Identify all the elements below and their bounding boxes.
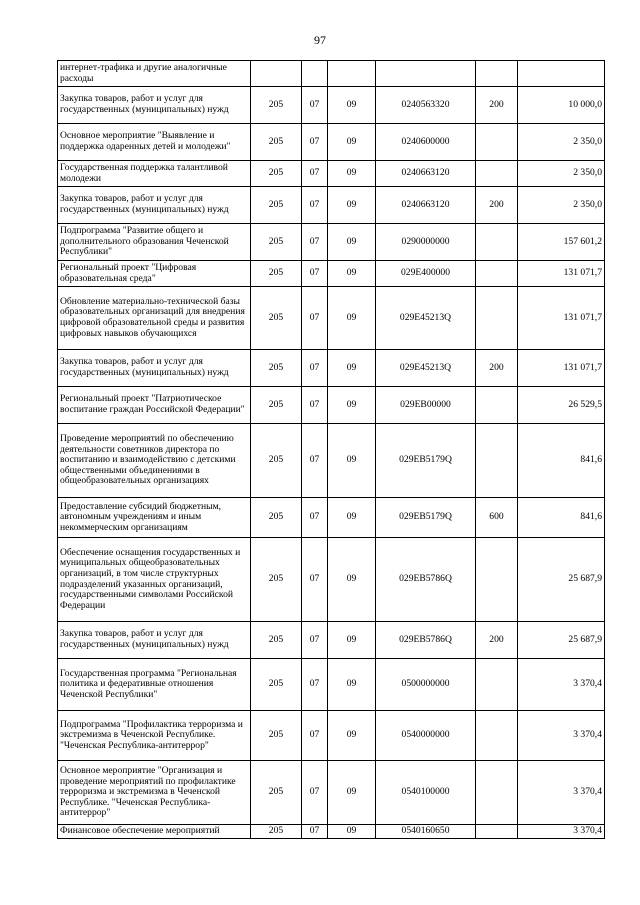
expense-type-code xyxy=(476,424,518,498)
section-code: 07 xyxy=(302,350,328,387)
row-name: Основное мероприятие "Организация и проведение мероприятий по профилактике терроризма и экстремизма в Чеченской Республике. "Чеченская Республика-антитеррор" xyxy=(58,761,251,825)
ministry-code: 205 xyxy=(251,161,302,187)
expense-type-code: 200 xyxy=(476,350,518,387)
amount: 841,6 xyxy=(518,424,605,498)
ministry-code: 205 xyxy=(251,659,302,711)
ministry-code: 205 xyxy=(251,387,302,424)
amount: 131 071,7 xyxy=(518,350,605,387)
target-article-code: 029E45213Q xyxy=(376,287,476,350)
expense-type-code xyxy=(476,124,518,161)
ministry-code: 205 xyxy=(251,424,302,498)
row-name: Основное мероприятие "Выявление и поддержка одаренных детей и молодежи" xyxy=(58,124,251,161)
subsection-code: 09 xyxy=(328,287,376,350)
target-article-code: 029E45213Q xyxy=(376,350,476,387)
ministry-code: 205 xyxy=(251,538,302,622)
row-name: Государственная программа "Региональная политика и федеративные отношения Чеченской Республики" xyxy=(58,659,251,711)
table-row xyxy=(58,424,605,498)
ministry-code: 205 xyxy=(251,498,302,538)
expense-type-code xyxy=(476,224,518,261)
table-row xyxy=(58,187,605,224)
target-article-code: 029E400000 xyxy=(376,261,476,287)
table-row xyxy=(58,87,605,124)
target-article-code: 0500000000 xyxy=(376,659,476,711)
row-name: Закупка товаров, работ и услуг для государственных (муниципальных) нужд xyxy=(58,350,251,387)
target-article-code: 029EB5786Q xyxy=(376,538,476,622)
target-article-code: 0540100000 xyxy=(376,761,476,825)
table-row xyxy=(58,124,605,161)
table-row xyxy=(58,711,605,761)
section-code xyxy=(302,61,328,87)
table-row xyxy=(58,622,605,659)
target-article-code: 029EB5179Q xyxy=(376,424,476,498)
table-row xyxy=(58,659,605,711)
row-name: интернет-трафика и другие аналогичные расходы xyxy=(58,61,251,87)
subsection-code: 09 xyxy=(328,424,376,498)
subsection-code: 09 xyxy=(328,261,376,287)
row-name: Государственная поддержка талантливой молодежи xyxy=(58,161,251,187)
ministry-code: 205 xyxy=(251,224,302,261)
table-row xyxy=(58,761,605,825)
expense-type-code: 200 xyxy=(476,187,518,224)
ministry-code: 205 xyxy=(251,711,302,761)
ministry-code: 205 xyxy=(251,350,302,387)
subsection-code: 09 xyxy=(328,161,376,187)
section-code: 07 xyxy=(302,761,328,825)
amount: 26 529,5 xyxy=(518,387,605,424)
ministry-code: 205 xyxy=(251,287,302,350)
table-row xyxy=(58,224,605,261)
row-name: Закупка товаров, работ и услуг для государственных (муниципальных) нужд xyxy=(58,187,251,224)
table-row xyxy=(58,538,605,622)
subsection-code: 09 xyxy=(328,87,376,124)
section-code: 07 xyxy=(302,224,328,261)
section-code: 07 xyxy=(302,124,328,161)
section-code: 07 xyxy=(302,659,328,711)
table-row xyxy=(58,161,605,187)
subsection-code: 09 xyxy=(328,187,376,224)
expense-type-code xyxy=(476,61,518,87)
target-article-code: 029EB00000 xyxy=(376,387,476,424)
subsection-code: 09 xyxy=(328,538,376,622)
expense-type-code xyxy=(476,711,518,761)
row-name: Закупка товаров, работ и услуг для государственных (муниципальных) нужд xyxy=(58,622,251,659)
table-row xyxy=(58,498,605,538)
expense-type-code: 200 xyxy=(476,622,518,659)
expense-type-code xyxy=(476,161,518,187)
table-row xyxy=(58,825,605,839)
target-article-code: 0240600000 xyxy=(376,124,476,161)
target-article-code: 0290000000 xyxy=(376,224,476,261)
amount xyxy=(518,61,605,87)
subsection-code: 09 xyxy=(328,711,376,761)
ministry-code: 205 xyxy=(251,825,302,839)
amount: 2 350,0 xyxy=(518,187,605,224)
subsection-code: 09 xyxy=(328,761,376,825)
row-name: Проведение мероприятий по обеспечению деятельности советников директора по воспитанию и взаимодействию с детскими общественными объединениями в общеобразовательных организациях xyxy=(58,424,251,498)
subsection-code: 09 xyxy=(328,387,376,424)
amount: 131 071,7 xyxy=(518,261,605,287)
section-code: 07 xyxy=(302,622,328,659)
ministry-code: 205 xyxy=(251,124,302,161)
ministry-code xyxy=(251,61,302,87)
amount: 10 000,0 xyxy=(518,87,605,124)
target-article-code: 029EB5179Q xyxy=(376,498,476,538)
row-name: Подпрограмма "Развитие общего и дополнительного образования Чеченской Республики" xyxy=(58,224,251,261)
target-article-code: 0240563320 xyxy=(376,87,476,124)
row-name: Финансовое обеспечение мероприятий xyxy=(58,825,251,839)
expense-type-code xyxy=(476,261,518,287)
ministry-code: 205 xyxy=(251,761,302,825)
target-article-code: 029EB5786Q xyxy=(376,622,476,659)
ministry-code: 205 xyxy=(251,622,302,659)
section-code: 07 xyxy=(302,287,328,350)
expense-type-code xyxy=(476,387,518,424)
amount: 3 370,4 xyxy=(518,711,605,761)
ministry-code: 205 xyxy=(251,87,302,124)
subsection-code: 09 xyxy=(328,622,376,659)
section-code: 07 xyxy=(302,87,328,124)
amount: 3 370,4 xyxy=(518,659,605,711)
section-code: 07 xyxy=(302,498,328,538)
subsection-code: 09 xyxy=(328,124,376,161)
expense-type-code xyxy=(476,659,518,711)
row-name: Предоставление субсидий бюджетным, автономным учреждениям и иным некоммерческим организациям xyxy=(58,498,251,538)
section-code: 07 xyxy=(302,187,328,224)
target-article-code: 0540160650 xyxy=(376,825,476,839)
section-code: 07 xyxy=(302,387,328,424)
expense-type-code: 600 xyxy=(476,498,518,538)
expense-type-code xyxy=(476,287,518,350)
section-code: 07 xyxy=(302,424,328,498)
amount: 25 687,9 xyxy=(518,538,605,622)
subsection-code: 09 xyxy=(328,350,376,387)
row-name: Обеспечение оснащения государственных и муниципальных общеобразовательных организаций, в том числе структурных подразделений указанных организаций, государственными символами Российской Федерации xyxy=(58,538,251,622)
row-name: Региональный проект "Патриотическое воспитание граждан Российской Федерации" xyxy=(58,387,251,424)
amount: 3 370,4 xyxy=(518,761,605,825)
ministry-code: 205 xyxy=(251,187,302,224)
table-row xyxy=(58,287,605,350)
table-row xyxy=(58,387,605,424)
amount: 2 350,0 xyxy=(518,124,605,161)
expense-type-code xyxy=(476,761,518,825)
table-row xyxy=(58,61,605,87)
expense-type-code xyxy=(476,538,518,622)
amount: 131 071,7 xyxy=(518,287,605,350)
subsection-code: 09 xyxy=(328,224,376,261)
row-name: Подпрограмма "Профилактика терроризма и экстремизма в Чеченской Республике. "Чеченская Республика-антитеррор" xyxy=(58,711,251,761)
section-code: 07 xyxy=(302,538,328,622)
table-row xyxy=(58,261,605,287)
section-code: 07 xyxy=(302,825,328,839)
amount: 2 350,0 xyxy=(518,161,605,187)
target-article-code: 0240663120 xyxy=(376,161,476,187)
expense-type-code: 200 xyxy=(476,87,518,124)
section-code: 07 xyxy=(302,161,328,187)
row-name: Региональный проект "Цифровая образовательная среда" xyxy=(58,261,251,287)
budget-table xyxy=(57,60,605,839)
table-row xyxy=(58,350,605,387)
amount: 841,6 xyxy=(518,498,605,538)
amount: 25 687,9 xyxy=(518,622,605,659)
amount: 3 370,4 xyxy=(518,825,605,839)
page-number: 97 xyxy=(314,33,326,47)
target-article-code xyxy=(376,61,476,87)
row-name: Обновление материально-технической базы образовательных организаций для внедрения цифровой образовательной среды и развития цифровых навыков обучающихся xyxy=(58,287,251,350)
budget-table-body xyxy=(58,61,605,839)
ministry-code: 205 xyxy=(251,261,302,287)
subsection-code: 09 xyxy=(328,498,376,538)
section-code: 07 xyxy=(302,711,328,761)
amount: 157 601,2 xyxy=(518,224,605,261)
expense-type-code xyxy=(476,825,518,839)
target-article-code: 0240663120 xyxy=(376,187,476,224)
section-code: 07 xyxy=(302,261,328,287)
row-name: Закупка товаров, работ и услуг для государственных (муниципальных) нужд xyxy=(58,87,251,124)
target-article-code: 0540000000 xyxy=(376,711,476,761)
subsection-code: 09 xyxy=(328,659,376,711)
subsection-code: 09 xyxy=(328,825,376,839)
subsection-code xyxy=(328,61,376,87)
